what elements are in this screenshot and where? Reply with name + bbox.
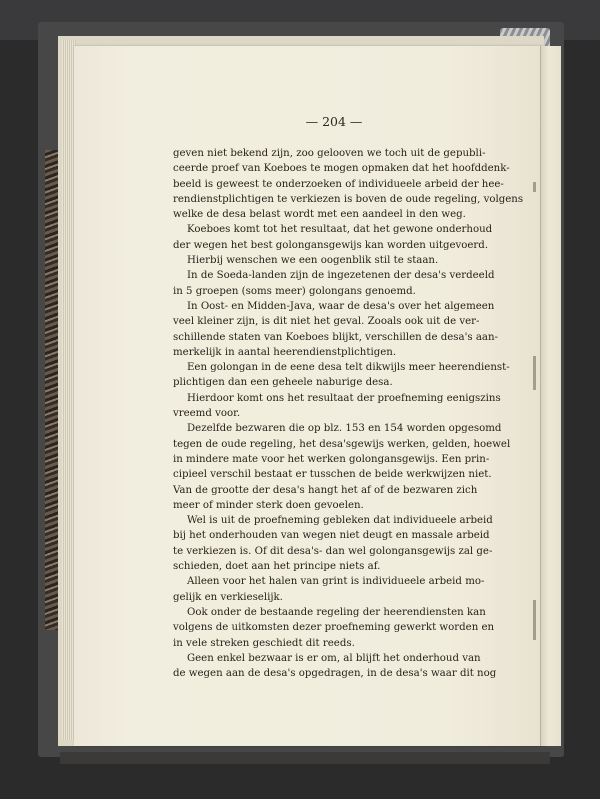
text-line: Hierdoor komt ons het resultaat der proefneming eenigszins — [187, 392, 501, 404]
text-line: te verkiezen is. Of dit desa's- dan wel golongansgewijs zal ge- — [173, 545, 493, 557]
binding-mark — [533, 356, 536, 390]
body-text — [173, 146, 524, 681]
page-number: — 204 — — [305, 114, 363, 129]
text-line: de wegen aan de desa's opgedragen, in de desa's waar dit nog — [173, 668, 497, 680]
text-line: vreemd voor. — [173, 408, 241, 420]
text-line: schieden, doet aan het principe niets af. — [173, 561, 381, 573]
text-line: Een golongan in de eene desa telt dikwijls meer heerendienst- — [187, 362, 510, 374]
text-line: Geen enkel bezwaar is er om, al blijft het onderhoud van — [187, 652, 481, 664]
text-line: cipieel verschil bestaat er tusschen de beide werkwijzen niet. — [173, 469, 492, 481]
text-line: in 5 groepen (soms meer) golongans genoemd. — [173, 285, 416, 297]
text-line: der wegen het best golongansgewijs kan worden uitgevoerd. — [173, 239, 489, 251]
text-line: veel kleiner zijn, is dit niet het geval. Zooals ook uit de ver- — [173, 316, 480, 328]
text-line: meer of minder sterk doen gevoelen. — [173, 499, 364, 511]
text-line: geven niet bekend zijn, zoo gelooven we toch uit de gepubli- — [173, 148, 486, 159]
text-line: Van de grootte der desa's hangt het af of de bezwaren zich — [173, 484, 478, 496]
text-line: in vele streken geschiedt dit reeds. — [173, 637, 355, 649]
facing-page-edge — [541, 46, 561, 746]
text-line: volgens de uitkomsten dezer proefneming gewerkt worden en — [173, 622, 495, 634]
text-line: plichtigen dan een geheele naburige desa. — [173, 377, 393, 389]
text-line: Koeboes komt tot het resultaat, dat het gewone onderhoud — [187, 224, 493, 236]
text-line: In de Soeda-landen zijn de ingezetenen der desa's verdeeld — [187, 270, 495, 282]
text-line: In Oost- en Midden-Java, waar de desa's over het algemeen — [187, 300, 495, 312]
text-line: Dezelfde bezwaren die op blz. 153 en 154 worden opgesomd — [187, 423, 502, 435]
marbled-cover-edge — [45, 150, 59, 630]
cover-bottom-edge — [60, 752, 550, 764]
text-line: tegen de oude regeling, het desa'sgewijs werken, gelden, hoewel — [173, 438, 511, 450]
text-line: Ook onder de bestaande regeling der heerendiensten kan — [187, 606, 486, 618]
text-line: Wel is uit de proefneming gebleken dat individueele arbeid — [187, 515, 493, 527]
binding-mark — [533, 182, 536, 192]
text-line: rendienstplichtigen te verkiezen is boven de oude regeling, volgens — [173, 193, 524, 205]
text-line: in mindere mate voor het werken golongansgewijs. Een prin- — [173, 453, 490, 465]
text-line: Hierbij wenschen we een oogenblik stil te staan. — [187, 255, 439, 267]
text-line: welke de desa belast wordt met een aandeel in den weg. — [173, 209, 466, 221]
text-line: merkelijk in aantal heerendienstplichtigen. — [173, 346, 397, 358]
text-line: Alleen voor het halen van grint is individueele arbeid mo- — [187, 576, 485, 588]
binding-mark — [533, 600, 536, 640]
text-line: beeld is geweest te onderzoeken of individueele arbeid der hee- — [173, 178, 504, 190]
text-line: gelijk en verkieselijk. — [173, 591, 283, 603]
text-line: schillende staten van Koeboes blijkt, verschillen de desa's aan- — [173, 331, 498, 343]
text-line: bij het onderhouden van wegen niet deugt en massale arbeid — [173, 530, 490, 542]
text-line: ceerde proef van Koeboes te mogen opmaken dat het hoofddenk- — [173, 163, 510, 175]
